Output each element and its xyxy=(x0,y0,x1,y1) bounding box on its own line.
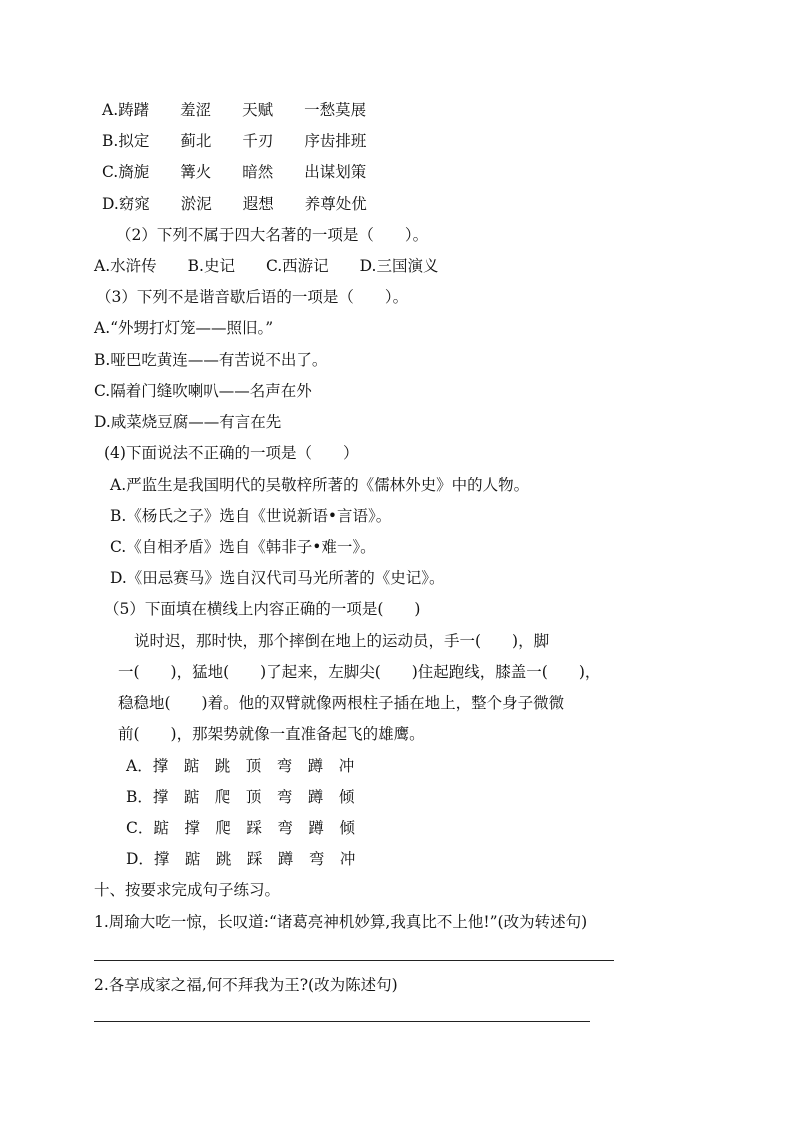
answer-line-2[interactable] xyxy=(94,1021,590,1022)
q5-option-a: A．撑 踮 跳 顶 弯 蹲 冲 xyxy=(126,757,355,775)
q5-option-d: D．撑 踮 跳 踩 蹲 弯 冲 xyxy=(126,850,356,868)
q4-option-c: C.《自相矛盾》选自《韩非子•难一》。 xyxy=(110,538,376,556)
q5-passage-line-4: 前( )，那架势就像一直准备起飞的雄鹰。 xyxy=(118,725,425,743)
q1-option-d: D.窈窕 淤泥 遐想 养尊处优 xyxy=(102,195,367,213)
q3-option-b: B.哑巴吃黄连——有苦说不出了。 xyxy=(94,351,328,369)
answer-line-1[interactable] xyxy=(94,960,614,961)
q4-stem: (4)下面说法不正确的一项是（ ） xyxy=(104,444,359,462)
q5-option-b: B．撑 踮 爬 顶 弯 蹲 倾 xyxy=(126,788,355,806)
q5-passage-line-2: 一( )，猛地( )了起来，左脚尖( )住起跑线，膝盖一( )， xyxy=(118,663,601,681)
q3-option-c: C.隔着门缝吹喇叭——名声在外 xyxy=(94,382,312,400)
q3-stem: （3）下列不是谐音歇后语的一项是（ ）。 xyxy=(96,288,409,306)
section-10-item-1: 1.周瑜大吃一惊，长叹道:“诸葛亮神机妙算,我真比不上他!”(改为转述句) xyxy=(94,913,588,931)
section-10-item-2: 2.各享成家之福,何不拜我为王?(改为陈述句) xyxy=(94,976,398,994)
q4-option-a: A.严监生是我国明代的吴敬梓所著的《儒林外史》中的人物。 xyxy=(110,476,530,494)
q4-option-b: B.《杨氏之子》选自《世说新语•言语》。 xyxy=(110,507,392,525)
section-10-title: 十、按要求完成句子练习。 xyxy=(94,881,281,899)
q2-stem: （2）下列不属于四大名著的一项是（ ）。 xyxy=(116,226,429,244)
q2-options: A.水浒传 B.史记 C.西游记 D.三国演义 xyxy=(94,257,439,275)
q5-option-c: C．踮 撑 爬 踩 弯 蹲 倾 xyxy=(126,819,355,837)
q4-option-d: D.《田忌赛马》选自汉代司马光所著的《史记》。 xyxy=(110,569,445,587)
q5-passage-line-3: 稳稳地( )着。他的双臂就像两根柱子插在地上，整个身子微微 xyxy=(118,694,565,712)
q1-option-b: B.拟定 蓟北 千刃 序齿排班 xyxy=(102,132,367,150)
q5-stem: （5）下面填在横线上内容正确的一项是( ) xyxy=(104,600,421,618)
q3-option-a: A.“外甥打灯笼——照旧。” xyxy=(94,319,274,337)
q3-option-d: D.咸菜烧豆腐——有言在先 xyxy=(94,413,282,431)
q1-option-a: A.踌躇 羞涩 天赋 一愁莫展 xyxy=(102,101,367,119)
q1-option-c: C.旖旎 篝火 暗然 出谋划策 xyxy=(102,163,367,181)
q5-passage-line-1: 说时迟，那时快，那个摔倒在地上的运动员，手一( )，脚 xyxy=(134,632,550,650)
